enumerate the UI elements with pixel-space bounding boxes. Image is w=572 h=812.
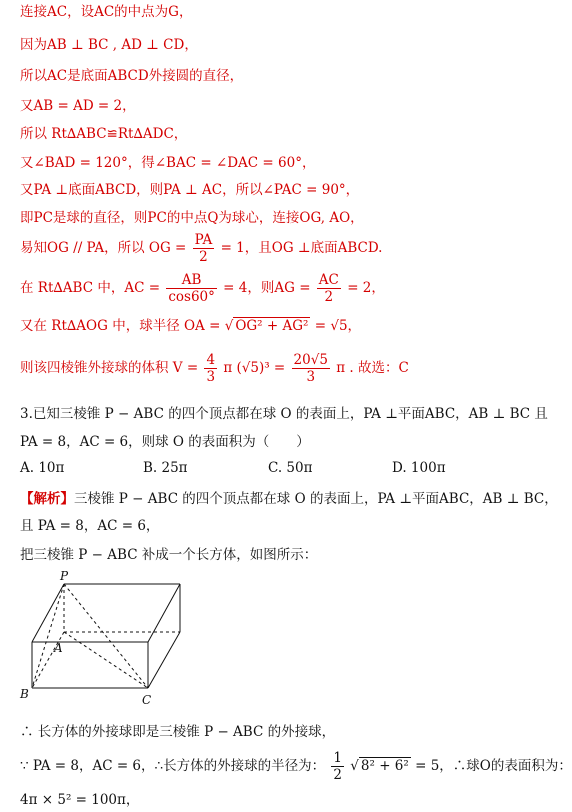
line-12: 则该四棱锥外接球的体积 V = $\frac{4}{3}$ π (√5)³ = $\frac{20√5}{3}$ π . 故选：C: [20, 352, 409, 385]
problem-line-1: 3.已知三棱锥 P − ABC 的四个顶点都在球 O 的表面上，PA ⊥平面ABC，AB ⊥ BC 且: [20, 406, 548, 422]
label-a: A: [54, 641, 63, 655]
line-10: 在 Rt∆ABC 中，AC = $\frac{AB}{\cos 60^\circ}$ = 4，则AG = $\frac{AC}{2}$ = 2，: [20, 272, 385, 305]
label-p: P: [60, 569, 69, 583]
sqrt-og-ag: OG² + AG²: [235, 318, 309, 334]
line-3: 所以AC是底面ABCD外接圆的直径，: [20, 68, 244, 84]
fraction-ac-over-2: $\frac{AC}{2}$: [318, 272, 339, 305]
solution-tag: 【解析】: [20, 491, 74, 507]
line-7: 又PA ⊥底面ABCD，则PA ⊥ AC，所以∠PAC = 90°，: [20, 182, 360, 198]
solution-line-5: ∵ PA = 8，AC = 6，∴长方体的外接球的半径为： $\frac{1}{2}$ √ 8² + 6² = 5，∴球O的表面积为：: [20, 750, 572, 783]
option-a: A. 10π: [20, 460, 65, 476]
line-11: 又在 Rt∆AOG 中，球半径 OA = √ OG² + AG² = √5，: [20, 318, 362, 334]
fraction-4-over-3: $\frac{4}{3}$: [206, 352, 216, 385]
line-4: 又AB = AD = 2，: [20, 98, 136, 114]
line-1: 连接AC，设AC的中点为G，: [20, 4, 193, 20]
cuboid-figure: [18, 570, 196, 710]
line-5: 所以 Rt∆ABC≌Rt∆ADC，: [20, 126, 188, 142]
sqrt-8-6: 8² + 6²: [360, 758, 409, 774]
option-d: D. 100π: [392, 460, 446, 476]
line-6: 又∠BAD = 120°，得∠BAC = ∠DAC = 60°，: [20, 155, 316, 171]
line-2: 因为AB ⊥ BC , AD ⊥ CD，: [20, 37, 198, 53]
line-9: 易知OG // PA，所以 OG = $\frac{PA}{2}$ = 1，且OG ⊥底面ABCD.: [20, 232, 383, 265]
solution-line-6: 4π × 5² = 100π，: [20, 792, 140, 808]
solution-line-2: 且 PA = 8，AC = 6，: [20, 518, 160, 534]
fraction-pa-over-2: $\frac{PA}{2}$: [194, 232, 213, 265]
fraction-ab-over-cos60: $\frac{AB}{\cos 60^\circ}$: [168, 272, 215, 305]
option-b: B. 25π: [143, 460, 188, 476]
option-c: C. 50π: [268, 460, 313, 476]
solution-line-1: 【解析】三棱锥 P − ABC 的四个顶点都在球 O 的表面上，PA ⊥平面ABC，AB ⊥ BC，: [20, 491, 558, 507]
label-b: B: [20, 687, 29, 701]
fraction-20root5-over-3: $\frac{20√5}{3}$: [293, 352, 328, 385]
problem-line-2: PA = 8，AC = 6，则球 O 的表面积为（ ）: [20, 434, 310, 450]
fraction-1-over-2: $\frac{1}{2}$: [333, 750, 342, 783]
line-8: 即PC是球的直径，则PC的中点Q为球心，连接OG, AO，: [20, 210, 364, 226]
label-c: C: [142, 693, 152, 707]
solution-line-4: ∴ 长方体的外接球即是三棱锥 P − ABC 的外接球，: [20, 724, 336, 740]
solution-line-3: 把三棱锥 P − ABC 补成一个长方体，如图所示：: [20, 547, 318, 563]
